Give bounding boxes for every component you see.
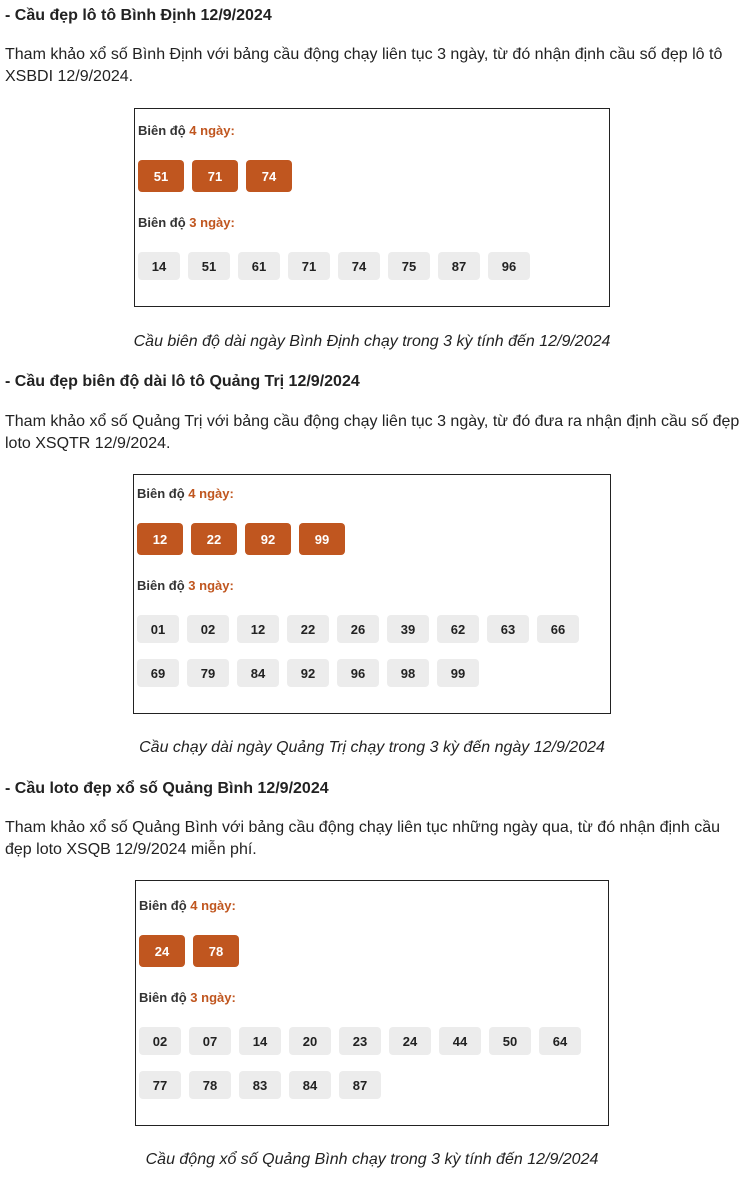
number-chip: 12 [137, 523, 183, 555]
number-chip: 87 [339, 1071, 381, 1099]
label-prefix: Biên độ [138, 123, 186, 138]
row-3-days [138, 252, 530, 280]
label-prefix: Biên độ [139, 898, 187, 913]
number-chip: 24 [389, 1027, 431, 1055]
number-chip: 79 [187, 659, 229, 687]
lotto-table-binh-dinh [134, 108, 610, 307]
section-heading-quang-tri: - Cầu đẹp biên độ dài lô tô Quảng Trị 12/9/2024 [5, 373, 360, 390]
section-heading-quang-binh: - Cầu loto đẹp xổ số Quảng Bình 12/9/2024 [5, 780, 329, 797]
number-chip: 77 [139, 1071, 181, 1099]
number-chip: 69 [137, 659, 179, 687]
number-chip: 92 [287, 659, 329, 687]
number-chip: 24 [139, 935, 185, 967]
number-chip: 74 [246, 160, 292, 192]
label-4-days [137, 486, 234, 502]
number-chip: 63 [487, 615, 529, 643]
number-chip: 51 [138, 160, 184, 192]
number-chip: 96 [337, 659, 379, 687]
number-chip: 22 [191, 523, 237, 555]
number-chip: 66 [537, 615, 579, 643]
number-chip: 50 [489, 1027, 531, 1055]
row-3-days-1 [139, 1027, 581, 1055]
row-4-days [138, 160, 292, 192]
number-chip: 64 [539, 1027, 581, 1055]
label-days-value: 4 ngày: [189, 123, 235, 138]
label-prefix: Biên độ [137, 486, 185, 501]
number-chip: 98 [387, 659, 429, 687]
label-3-days [138, 215, 235, 231]
number-chip: 14 [239, 1027, 281, 1055]
number-chip: 84 [289, 1071, 331, 1099]
number-chip: 39 [387, 615, 429, 643]
row-3-days-2 [137, 659, 479, 687]
number-chip: 71 [192, 160, 238, 192]
label-prefix: Biên độ [138, 215, 186, 230]
number-chip: 44 [439, 1027, 481, 1055]
row-3-days-1 [137, 615, 579, 643]
number-chip: 99 [299, 523, 345, 555]
number-chip: 02 [187, 615, 229, 643]
number-chip: 96 [488, 252, 530, 280]
section-paragraph-binh-dinh: Tham khảo xổ số Bình Định với bảng cầu động chạy liên tục 3 ngày, từ đó nhận định cầu số đẹp lô tô XSBDI 12/9/2024. [5, 46, 723, 85]
label-3-days [139, 990, 236, 1006]
caption-quang-tri: Cầu chạy dài ngày Quảng Trị chạy trong 3 kỳ đến ngày 12/9/2024 [139, 739, 605, 756]
number-chip: 23 [339, 1027, 381, 1055]
number-chip: 12 [237, 615, 279, 643]
lotto-table-quang-tri [133, 474, 611, 714]
section-paragraph-quang-tri: Tham khảo xổ số Quảng Trị với bảng cầu động chạy liên tục 3 ngày, từ đó đưa ra nhận định cầu số đẹp loto XSQTR 12/9/2024. [5, 413, 740, 452]
section-paragraph-quang-binh: Tham khảo xổ số Quảng Bình với bảng cầu động chạy liên tục những ngày qua, từ đó nhận định cầu đẹp loto XSQB 12/9/2024 miễn phí. [5, 819, 721, 858]
number-chip: 07 [189, 1027, 231, 1055]
label-days-value: 3 ngày: [190, 990, 236, 1005]
label-days-value: 4 ngày: [190, 898, 236, 913]
label-prefix: Biên độ [137, 578, 185, 593]
lotto-table-quang-binh [135, 880, 609, 1126]
label-days-value: 3 ngày: [189, 215, 235, 230]
number-chip: 71 [288, 252, 330, 280]
number-chip: 84 [237, 659, 279, 687]
label-prefix: Biên độ [139, 990, 187, 1005]
row-3-days-2 [139, 1071, 381, 1099]
number-chip: 20 [289, 1027, 331, 1055]
number-chip: 14 [138, 252, 180, 280]
number-chip: 78 [189, 1071, 231, 1099]
number-chip: 51 [188, 252, 230, 280]
number-chip: 61 [238, 252, 280, 280]
number-chip: 74 [338, 252, 380, 280]
label-days-value: 3 ngày: [188, 578, 234, 593]
number-chip: 75 [388, 252, 430, 280]
section-heading-binh-dinh: - Cầu đẹp lô tô Bình Định 12/9/2024 [5, 7, 272, 24]
number-chip: 87 [438, 252, 480, 280]
label-3-days [137, 578, 234, 594]
number-chip: 83 [239, 1071, 281, 1099]
label-4-days [139, 898, 236, 914]
caption-binh-dinh: Cầu biên độ dài ngày Bình Định chạy trong 3 kỳ tính đến 12/9/2024 [133, 333, 611, 350]
number-chip: 01 [137, 615, 179, 643]
row-4-days [137, 523, 345, 555]
label-4-days [138, 123, 235, 139]
number-chip: 26 [337, 615, 379, 643]
number-chip: 62 [437, 615, 479, 643]
row-4-days [139, 935, 239, 967]
caption-quang-binh: Cầu động xổ số Quảng Bình chạy trong 3 kỳ tính đến 12/9/2024 [145, 1151, 599, 1168]
number-chip: 02 [139, 1027, 181, 1055]
number-chip: 92 [245, 523, 291, 555]
number-chip: 22 [287, 615, 329, 643]
number-chip: 78 [193, 935, 239, 967]
number-chip: 99 [437, 659, 479, 687]
label-days-value: 4 ngày: [188, 486, 234, 501]
